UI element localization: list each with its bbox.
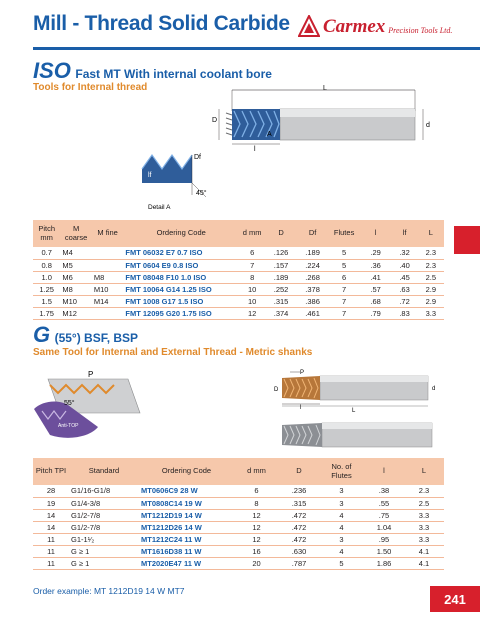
table-row [33,295,444,307]
cell: 1.04 [364,521,404,533]
cell: M6 [60,271,92,283]
cell: .95 [364,533,404,545]
cell: .374 [265,307,297,319]
cell: G1/2-7/8 [69,509,139,521]
cell: 28 [33,485,69,497]
cell: 5 [328,247,360,259]
cell: 10 [239,283,265,295]
cell: .472 [279,509,319,521]
cell: .29 [360,247,392,259]
cell: M14 [92,295,124,307]
cell: .252 [265,283,297,295]
g-col-l: l [364,458,404,485]
g-col-pitch: Pitch TPI [33,458,69,485]
cell: .68 [360,295,392,307]
cell: .472 [279,521,319,533]
cell: 2.5 [418,271,444,283]
cell: G ≥ 1 [69,545,139,557]
cell: 3.3 [404,521,444,533]
ordering-code: MT1616D38 11 W [139,545,234,557]
cell: 7 [328,283,360,295]
cell: 2.3 [404,485,444,497]
cell: 6 [328,271,360,283]
iso-table-header [33,220,444,247]
iso-col-l: l [360,220,392,247]
cell: .189 [297,247,329,259]
cell: 1.25 [33,283,60,295]
carmex-logo-icon [298,15,320,39]
g-col-standard: Standard [69,458,139,485]
g-spec-table [33,458,444,570]
cell: M4 [60,247,92,259]
iso-col-L: L [418,220,444,247]
cell: 7 [328,307,360,319]
table-row [33,521,444,533]
page-number: 241 [430,586,480,612]
cell [92,307,124,319]
cell: 4 [319,545,364,557]
cell: .79 [360,307,392,319]
iso-dim-L: L [323,85,327,92]
g-thread-profile-drawing [28,365,148,445]
cell: 2.3 [418,259,444,271]
ordering-code: FMT 08048 F10 1.0 ISO [123,271,239,283]
cell: .32 [391,247,417,259]
g-dim-d: d [432,386,436,392]
cell: 1.5 [33,295,60,307]
cell: M8 [60,283,92,295]
g-angle: 55° [64,400,75,407]
iso-col-D: D [265,220,297,247]
cell: .787 [279,557,319,569]
cell: M10 [92,283,124,295]
carmex-logo [298,12,452,42]
cell: 12 [234,509,279,521]
cell: 11 [33,557,69,569]
g-title-big: G [33,322,51,347]
cell: .315 [265,295,297,307]
iso-dim-D: D [212,117,218,124]
cell: 5 [328,259,360,271]
cell: 1.75 [33,307,60,319]
cell: 4.1 [404,545,444,557]
cell: .40 [391,259,417,271]
cell: G1/16-G1/8 [69,485,139,497]
ordering-code: MT1212D19 14 W [139,509,234,521]
table-row [33,557,444,569]
cell: 3.3 [404,509,444,521]
g-section-subtitle: Same Tool for Internal and External Thread - Metric shanks [33,347,313,358]
cell: 16 [234,545,279,557]
iso-col-ordering-code: Ordering Code [123,220,239,247]
g-section-title [33,322,138,348]
cell: 8 [234,497,279,509]
cell: 19 [33,497,69,509]
iso-detail-a-drawing [128,143,248,213]
ordering-code: MT2020E47 11 W [139,557,234,569]
cell: 12 [234,521,279,533]
ordering-code: MT0606C9 28 W [139,485,234,497]
table-row [33,497,444,509]
cell: M10 [60,295,92,307]
cell: .126 [265,247,297,259]
cell: 2.5 [404,497,444,509]
cell: .75 [364,509,404,521]
cell: .83 [391,307,417,319]
g-title-small: (55°) BSF, BSP [54,331,139,345]
iso-dim-d: d [426,122,430,129]
detail-dim-lf: lf [148,172,152,179]
cell: 7 [239,259,265,271]
iso-section-title [33,58,272,84]
cell: .63 [391,283,417,295]
g-col-d: d mm [234,458,279,485]
iso-col-d: d mm [239,220,265,247]
cell: .45 [391,271,417,283]
cell: .224 [297,259,329,271]
g-dim-L: L [352,408,356,414]
cell: G1/4-3/8 [69,497,139,509]
cell: 2.9 [418,283,444,295]
cell: 11 [33,545,69,557]
page-header [0,0,480,56]
cell: .38 [364,485,404,497]
g-dim-l: l [300,405,302,411]
iso-col-lf: lf [391,220,417,247]
iso-col-m-coarse: M coarse [60,220,92,247]
table-row [33,283,444,295]
cell [92,247,124,259]
g-table-header [33,458,444,485]
cell: 14 [33,521,69,533]
cell: 0.7 [33,247,60,259]
cell: 20 [234,557,279,569]
cell: 6 [234,485,279,497]
cell [92,259,124,271]
cell: .378 [297,283,329,295]
ordering-code: MT1212D26 14 W [139,521,234,533]
cell: 3 [319,485,364,497]
table-row [33,247,444,259]
iso-title-big: ISO [33,58,71,83]
cell: 5 [319,557,364,569]
cell: .268 [297,271,329,283]
logo-name: Carmex [323,16,386,37]
cell: 4 [319,521,364,533]
cell: 8 [239,271,265,283]
g-tool-drawing [260,368,450,463]
g-col-D: D [279,458,319,485]
table-row [33,307,444,319]
ordering-code: FMT 06032 E7 0.7 ISO [123,247,239,259]
order-example: Order example: MT 1212D19 14 W MT7 [33,586,185,596]
table-row [33,259,444,271]
cell: 1.50 [364,545,404,557]
cell: 1.86 [364,557,404,569]
cell: .157 [265,259,297,271]
g-dim-P-tool: P [300,370,305,376]
table-row [33,271,444,283]
logo-tagline: Precision Tools Ltd. [388,25,453,35]
table-row [33,485,444,497]
ordering-code: MT0808C14 19 W [139,497,234,509]
g-relief: Anti-TOP [58,423,79,429]
cell: 3 [319,533,364,545]
cell: 12 [234,533,279,545]
iso-title-small: Fast MT With internal coolant bore [75,67,272,81]
cell: G1-1¹⁄₂ [69,533,139,545]
cell: 6 [239,247,265,259]
cell: M12 [60,307,92,319]
ordering-code: FMT 10064 G14 1.25 ISO [123,283,239,295]
ordering-code: FMT 0604 E9 0.8 ISO [123,259,239,271]
cell: .55 [364,497,404,509]
header-rule [33,47,480,50]
cell: 3.3 [404,533,444,545]
cell: G1/2-7/8 [69,521,139,533]
cell: 12 [239,307,265,319]
cell: .57 [360,283,392,295]
cell: 11 [33,533,69,545]
g-col-flutes: No. of Flutes [319,458,364,485]
cell: G ≥ 1 [69,557,139,569]
detail-angle: 45° [196,190,207,197]
cell: .461 [297,307,329,319]
iso-col-pitch: Pitch mm [33,220,60,247]
cell: 0.8 [33,259,60,271]
iso-col-flutes: Flutes [328,220,360,247]
detail-dim-Df: Df [194,154,201,161]
iso-section-subtitle: Tools for Internal thread [33,82,148,93]
cell: 7 [328,295,360,307]
cell: .386 [297,295,329,307]
iso-dim-l: l [254,146,256,153]
iso-col-Df: Df [297,220,329,247]
iso-dim-A: A [267,131,272,138]
cell: 4 [319,509,364,521]
cell: 4.1 [404,557,444,569]
table-row [33,533,444,545]
cell: .189 [265,271,297,283]
detail-caption: Detail A [148,204,171,211]
page-title: Mill - Thread Solid Carbide [33,12,290,35]
cell: 3.3 [418,307,444,319]
ordering-code: FMT 12095 G20 1.75 ISO [123,307,239,319]
cell: 10 [239,295,265,307]
cell: .236 [279,485,319,497]
cell: 2.9 [418,295,444,307]
g-col-L: L [404,458,444,485]
cell: 14 [33,509,69,521]
cell: .36 [360,259,392,271]
cell: M5 [60,259,92,271]
cell: 3 [319,497,364,509]
cell: .472 [279,533,319,545]
cell: 1.0 [33,271,60,283]
table-row [33,545,444,557]
ordering-code: MT1212C24 11 W [139,533,234,545]
iso-col-m-fine: M fine [92,220,124,247]
g-dim-P: P [88,370,94,379]
cell: .72 [391,295,417,307]
ordering-code: FMT 1008 G17 1.5 ISO [123,295,239,307]
table-row [33,509,444,521]
section-side-tab [454,226,480,254]
cell: M8 [92,271,124,283]
g-dim-D: D [274,387,279,393]
cell: 2.3 [418,247,444,259]
g-col-ordering-code: Ordering Code [139,458,234,485]
cell: .315 [279,497,319,509]
cell: .630 [279,545,319,557]
cell: .41 [360,271,392,283]
iso-spec-table [33,220,444,320]
